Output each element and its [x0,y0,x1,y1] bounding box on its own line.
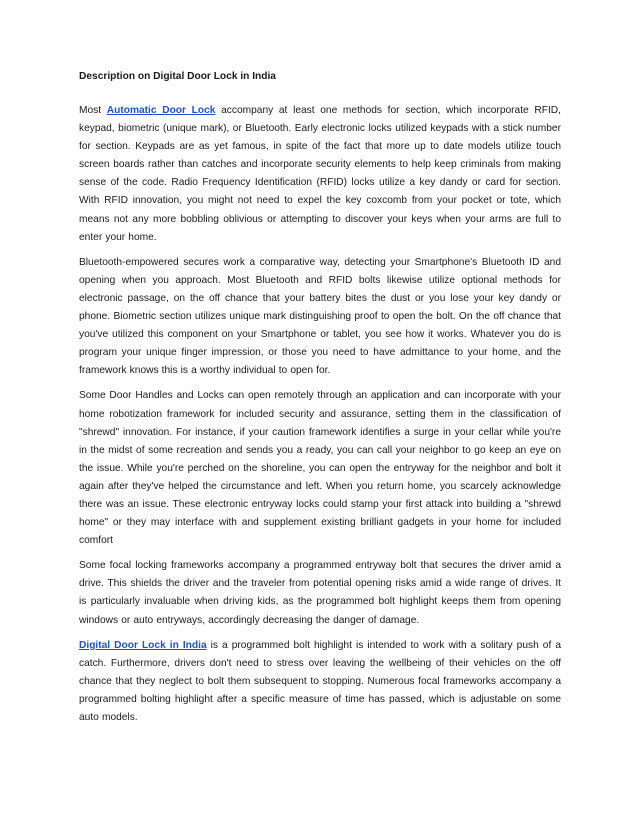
document-page [79,70,561,734]
automatic-door-lock-link[interactable]: Automatic Door Lock [106,105,216,116]
paragraph-1-body: accompany at least one methods for section, which incorporate RFID, keypad, biometric (unique mark), or Bluetooth. Early electronic locks utilized keypads with a stick number for section. Keypads are as yet famous, in spite of the fact that more up to date models utilize touch screen boards rather than catches and incorporate security elements to help keep criminals from making sense of the code. Radio Frequency Identification (RFID) locks utilize a key dandy or card for section. With RFID innovation, you might not need to expel the key coxcomb from your pocket or tote, which means not any more bobbling oblivious or attempting to discover your keys when your arms are full to enter your home. [79,105,561,243]
paragraph-5-body: is a programmed bolt highlight is intended to work with a solitary push of a catch. Furthermore, drivers don't need to stress over leaving the wellbeing of their vehicles on the off chance that they neglect to bolt them subsequent to stopping. Numerous focal frameworks accompany a programmed bolting highlight after a specific measure of time has passed, which is adjustable on some auto models. [79,639,561,723]
paragraph-5 [79,637,561,727]
paragraph-1 [79,102,561,247]
paragraph-4: Some focal locking frameworks accompany a programmed entryway bolt that secures the driver amid a drive. This shields the driver and the traveler from potential opening risks amid a wide range of drives. It is particularly invaluable when driving kids, as the programmed bolt highlight keeps them from opening windows or auto entryways, accordingly decreasing the danger of damage. [79,560,561,626]
paragraph-3: Some Door Handles and Locks can open remotely through an application and can incorporate with your home robotization framework for included security and assurance, setting them in the classification of "shrewd" innovation. For instance, if your caution framework identifies a surge in your cellar while you're in the midst of some recreation and sends you a ready, you can call your neighbor to go keep an eye on the issue. While you're perched on the shoreline, you can open the entryway for the neighbor and bolt it again after they've helped the circumstance and left. When you return home, you scarcely acknowledge there was an issue. These electronic entryway locks could stamp your first attack into building a "shrewd home" or they may interface with and supplement existing brilliant gadgets in your home for included comfort [79,390,561,547]
paragraph-1-lead: Most [79,105,107,116]
document-title: Description on Digital Door Lock in India [79,71,276,82]
digital-door-lock-link[interactable]: Digital Door Lock in India [79,639,207,651]
paragraph-2: Bluetooth-empowered secures work a comparative way, detecting your Smartphone's Bluetooth ID and opening when you approach. Most Bluetooth and RFID bolts likewise utilize optional methods for electronic passage, on the off chance that your battery bites the dust or you lose your key dandy or phone. Biometric section utilizes unique mark distinguishing proof to open the bolt. On the off chance that you've utilized this component on your Smartphone or tablet, you see how it works. Whatever you do is program your unique finger impression, or those you need to have admittance to your home, and the framework knows this is a worthy individual to open for. [79,256,561,377]
